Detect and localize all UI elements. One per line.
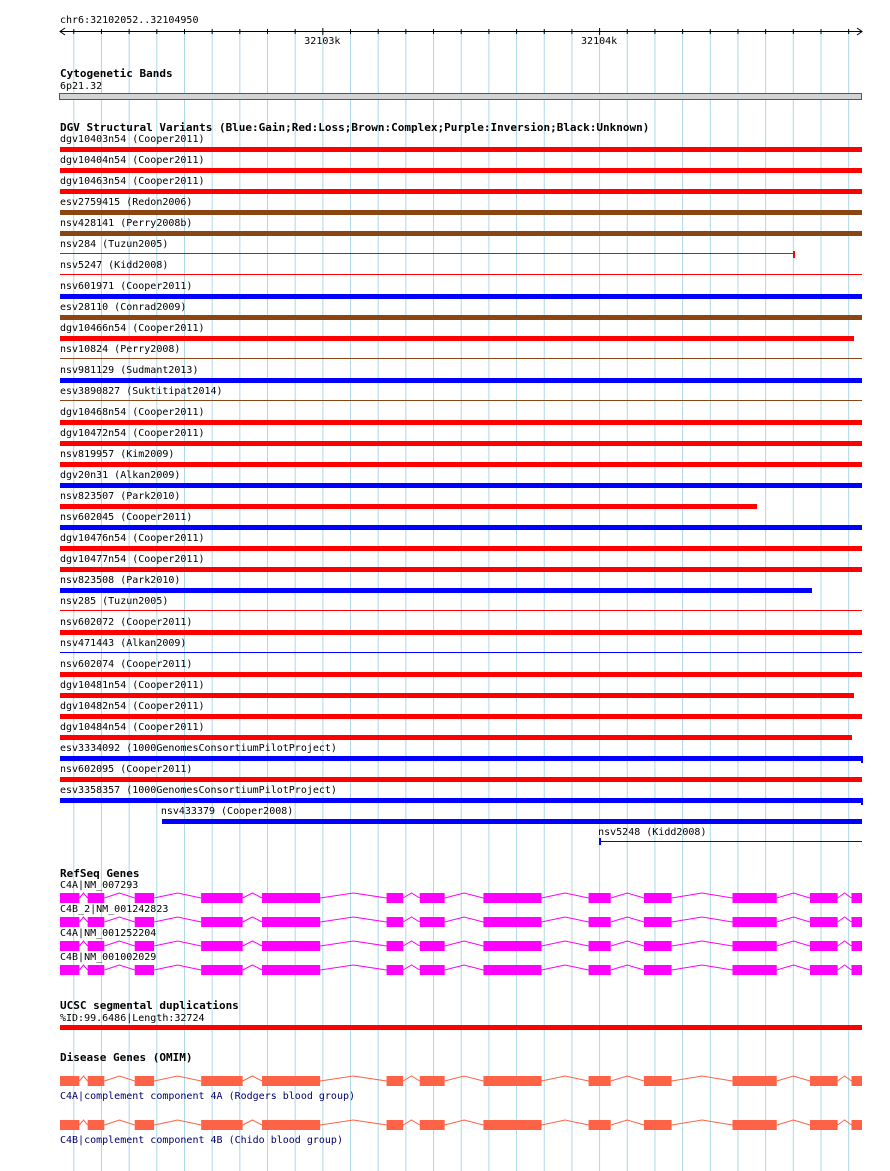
refseq-gene-intron — [403, 917, 420, 922]
refseq-gene-exon — [851, 941, 862, 951]
variant-end-cap — [861, 798, 863, 805]
refseq-gene-exon — [420, 941, 445, 951]
omim-gene-exon — [483, 1076, 541, 1086]
variant-label: dgv10477n54 (Cooper2011) — [60, 554, 205, 565]
omim-gene-exon — [851, 1120, 862, 1130]
segdup-feature-label: %ID:99.6486|Length:32724 — [60, 1013, 205, 1024]
refseq-gene-exon — [262, 917, 320, 927]
variant-bar[interactable] — [60, 336, 854, 341]
variant-label: nsv602095 (Cooper2011) — [60, 764, 193, 775]
refseq-gene-model — [0, 955, 890, 985]
refseq-gene-exon — [851, 965, 862, 975]
variant-label: nsv471443 (Alkan2009) — [60, 638, 187, 649]
refseq-gene-exon — [483, 941, 541, 951]
omim-gene-exon — [201, 1076, 243, 1086]
variant-label: esv3890827 (Suktitipat2014) — [60, 386, 223, 397]
refseq-gene-exon — [262, 893, 320, 903]
variant-bar[interactable] — [60, 231, 862, 236]
region-label: chr6:32102052..32104950 — [60, 15, 199, 26]
refseq-gene-exon — [732, 965, 776, 975]
omim-gene-exon — [387, 1076, 404, 1086]
omim-gene-intron — [79, 1076, 87, 1081]
variant-label: nsv602074 (Cooper2011) — [60, 659, 193, 670]
refseq-gene-exon — [135, 917, 154, 927]
omim-gene-exon — [644, 1076, 672, 1086]
variant-start-cap — [599, 838, 601, 845]
variant-bar[interactable] — [60, 525, 862, 530]
omim-gene-exon — [810, 1120, 838, 1130]
variant-bar[interactable] — [60, 400, 862, 401]
variant-bar[interactable] — [60, 274, 862, 275]
variant-bar[interactable] — [60, 189, 862, 194]
omim-gene-intron — [104, 1120, 134, 1125]
refseq-gene-exon — [810, 941, 838, 951]
refseq-gene-intron — [243, 917, 262, 922]
refseq-gene-intron — [320, 965, 386, 970]
omim-gene-exon — [387, 1120, 404, 1130]
variant-label: nsv428141 (Perry2008b) — [60, 218, 193, 229]
refseq-gene-exon — [732, 917, 776, 927]
variant-label: nsv284 (Tuzun2005) — [60, 239, 169, 250]
refseq-gene-exon — [201, 917, 243, 927]
omim-gene-exon — [644, 1120, 672, 1130]
refseq-gene-intron — [104, 965, 134, 970]
omim-gene-exon — [732, 1076, 776, 1086]
refseq-gene-intron — [104, 917, 134, 922]
refseq-gene-exon — [262, 941, 320, 951]
refseq-gene-exon — [644, 893, 672, 903]
omim-gene-intron — [320, 1120, 386, 1125]
variant-label: dgv10481n54 (Cooper2011) — [60, 680, 205, 691]
refseq-gene-intron — [79, 917, 87, 922]
variant-bar[interactable] — [60, 210, 862, 215]
omim-gene-exon — [60, 1076, 79, 1086]
omim-gene-exon — [88, 1076, 105, 1086]
omim-gene-intron — [611, 1120, 644, 1125]
omim-gene-intron — [104, 1076, 134, 1081]
variant-bar[interactable] — [60, 693, 854, 698]
omim-gene-intron — [777, 1076, 810, 1081]
variant-bar[interactable] — [60, 253, 794, 254]
refseq-gene-intron — [154, 893, 201, 898]
refseq-gene-intron — [611, 917, 644, 922]
refseq-gene-intron — [542, 917, 589, 922]
refseq-gene-exon — [60, 941, 79, 951]
cytoband-track-title: Cytogenetic Bands — [60, 67, 173, 80]
refseq-gene-intron — [777, 941, 810, 946]
variant-end-cap — [793, 251, 795, 258]
omim-gene-exon — [589, 1120, 611, 1130]
refseq-gene-exon — [483, 893, 541, 903]
refseq-gene-intron — [79, 893, 87, 898]
variant-label: nsv5247 (Kidd2008) — [60, 260, 169, 271]
variant-label: dgv10404n54 (Cooper2011) — [60, 155, 205, 166]
variant-label: dgv10484n54 (Cooper2011) — [60, 722, 205, 733]
variant-bar[interactable] — [60, 168, 862, 173]
variant-end-cap — [861, 756, 863, 763]
variant-label: nsv433379 (Cooper2008) — [160, 806, 294, 817]
omim-gene-exon — [851, 1076, 862, 1086]
omim-gene-exon — [420, 1120, 445, 1130]
variant-bar[interactable] — [60, 672, 862, 677]
refseq-gene-intron — [154, 917, 201, 922]
variant-bar[interactable] — [60, 483, 862, 488]
variant-bar[interactable] — [60, 652, 862, 653]
dgv-track-title: DGV Structural Variants (Blue:Gain;Red:Loss;Brown:Complex;Purple:Inversion;Black:Unknown) — [60, 121, 650, 134]
variant-bar[interactable] — [60, 610, 862, 611]
variant-label: esv2759415 (Redon2006) — [60, 197, 193, 208]
refseq-gene-exon — [262, 965, 320, 975]
variant-bar[interactable] — [60, 441, 862, 446]
refseq-gene-label[interactable]: C4B_2|NM_001242823 — [60, 904, 169, 915]
cytoband-bar[interactable] — [59, 93, 862, 100]
refseq-gene-exon — [88, 917, 105, 927]
omim-gene-exon — [589, 1076, 611, 1086]
refseq-gene-intron — [542, 965, 589, 970]
refseq-gene-intron — [777, 965, 810, 970]
variant-bar[interactable] — [60, 567, 862, 572]
variant-label: esv3358357 (1000GenomesConsortiumPilotProject) — [60, 785, 337, 796]
refseq-gene-intron — [611, 941, 644, 946]
omim-gene-intron — [320, 1076, 386, 1081]
omim-gene-exon — [60, 1120, 79, 1130]
omim-gene-intron — [445, 1120, 484, 1125]
refseq-gene-intron — [403, 941, 420, 946]
refseq-gene-exon — [60, 893, 79, 903]
refseq-gene-intron — [320, 941, 386, 946]
refseq-gene-exon — [88, 941, 105, 951]
omim-gene-exon — [262, 1076, 320, 1086]
cytoband-label: 6p21.32 — [60, 81, 103, 92]
refseq-gene-intron — [154, 941, 201, 946]
omim-gene-exon — [201, 1120, 243, 1130]
variant-label: nsv602072 (Cooper2011) — [60, 617, 193, 628]
refseq-gene-exon — [483, 965, 541, 975]
refseq-gene-intron — [320, 893, 386, 898]
refseq-gene-exon — [135, 965, 154, 975]
refseq-gene-intron — [611, 965, 644, 970]
refseq-gene-exon — [201, 893, 243, 903]
omim-gene-intron — [445, 1076, 484, 1081]
refseq-gene-intron — [403, 965, 420, 970]
refseq-gene-exon — [810, 965, 838, 975]
variant-label: nsv602045 (Cooper2011) — [60, 512, 193, 523]
omim-gene-intron — [243, 1076, 262, 1081]
refseq-gene-exon — [135, 893, 154, 903]
refseq-gene-intron — [104, 941, 134, 946]
omim-gene-intron — [542, 1120, 589, 1125]
omim-gene-intron — [777, 1120, 810, 1125]
variant-bar[interactable] — [60, 588, 812, 593]
variant-bar[interactable] — [60, 378, 862, 383]
omim-gene-exon — [420, 1076, 445, 1086]
refseq-gene-exon — [644, 965, 672, 975]
variant-label: nsv819957 (Kim2009) — [60, 449, 175, 460]
variant-label: nsv285 (Tuzun2005) — [60, 596, 169, 607]
segdup-track-title: UCSC segmental duplications — [60, 999, 239, 1012]
refseq-gene-exon — [420, 893, 445, 903]
refseq-gene-exon — [387, 917, 404, 927]
variant-label: nsv5248 (Kidd2008) — [598, 827, 707, 838]
refseq-gene-intron — [403, 893, 420, 898]
refseq-gene-exon — [420, 917, 445, 927]
refseq-gene-exon — [387, 941, 404, 951]
omim-gene-intron — [542, 1076, 589, 1081]
omim-gene-exon — [135, 1076, 154, 1086]
variant-bar[interactable] — [60, 147, 862, 152]
omim-gene-intron — [838, 1076, 852, 1081]
refseq-gene-exon — [201, 965, 243, 975]
refseq-gene-exon — [589, 917, 611, 927]
omim-gene-intron — [838, 1120, 852, 1125]
variant-label: nsv823508 (Park2010) — [60, 575, 181, 586]
refseq-gene-intron — [838, 941, 852, 946]
omim-gene-intron — [403, 1120, 420, 1125]
variant-label: nsv10824 (Perry2008) — [60, 344, 181, 355]
refseq-gene-exon — [387, 965, 404, 975]
refseq-gene-intron — [445, 893, 484, 898]
variant-bar[interactable] — [60, 294, 862, 299]
refseq-gene-exon — [483, 917, 541, 927]
omim-gene-intron — [672, 1076, 733, 1081]
variant-label: dgv10463n54 (Cooper2011) — [60, 176, 205, 187]
omim-gene-intron — [79, 1120, 87, 1125]
refseq-gene-exon — [135, 941, 154, 951]
refseq-gene-intron — [445, 965, 484, 970]
refseq-gene-label[interactable]: C4A|NM_001252204 — [60, 928, 157, 939]
variant-label: nsv823507 (Park2010) — [60, 491, 181, 502]
variant-bar[interactable] — [60, 735, 852, 740]
refseq-gene-exon — [589, 965, 611, 975]
refseq-gene-intron — [672, 893, 733, 898]
omim-gene-intron — [154, 1120, 201, 1125]
variant-bar[interactable] — [60, 630, 862, 635]
refseq-gene-intron — [243, 941, 262, 946]
refseq-gene-intron — [611, 893, 644, 898]
refseq-gene-intron — [672, 965, 733, 970]
variant-bar[interactable] — [162, 819, 862, 824]
variant-label: dgv20n31 (Alkan2009) — [60, 470, 181, 481]
omim-gene-intron — [243, 1120, 262, 1125]
omim-gene-label[interactable]: C4B|complement component 4B (Chido blood group) — [60, 1135, 343, 1146]
omim-gene-exon — [135, 1120, 154, 1130]
variant-label: nsv981129 (Sudmant2013) — [60, 365, 199, 376]
refseq-gene-exon — [732, 893, 776, 903]
variant-label: dgv10482n54 (Cooper2011) — [60, 701, 205, 712]
omim-gene-label[interactable]: C4A|complement component 4A (Rodgers blood group) — [60, 1091, 356, 1102]
omim-gene-exon — [88, 1120, 105, 1130]
refseq-gene-exon — [589, 893, 611, 903]
refseq-gene-exon — [387, 893, 404, 903]
refseq-gene-intron — [79, 965, 87, 970]
variant-label: esv28110 (Conrad2009) — [60, 302, 187, 313]
refseq-gene-intron — [777, 893, 810, 898]
omim-gene-intron — [154, 1076, 201, 1081]
refseq-gene-intron — [542, 893, 589, 898]
variant-label: dgv10468n54 (Cooper2011) — [60, 407, 205, 418]
refseq-gene-label[interactable]: C4A|NM_007293 — [60, 880, 139, 891]
refseq-gene-exon — [644, 941, 672, 951]
refseq-gene-intron — [243, 893, 262, 898]
refseq-gene-exon — [732, 941, 776, 951]
variant-bar[interactable] — [60, 358, 862, 359]
variant-label: dgv10466n54 (Cooper2011) — [60, 323, 205, 334]
variant-label: dgv10476n54 (Cooper2011) — [60, 533, 205, 544]
refseq-gene-exon — [201, 941, 243, 951]
variant-bar[interactable] — [60, 462, 862, 467]
variant-bar[interactable] — [60, 546, 862, 551]
refseq-gene-exon — [851, 917, 862, 927]
refseq-gene-intron — [320, 917, 386, 922]
refseq-gene-exon — [851, 893, 862, 903]
omim-gene-intron — [403, 1076, 420, 1081]
omim-gene-exon — [483, 1120, 541, 1130]
omim-gene-intron — [611, 1076, 644, 1081]
omim-gene-exon — [732, 1120, 776, 1130]
refseq-gene-intron — [243, 965, 262, 970]
refseq-gene-intron — [154, 965, 201, 970]
refseq-gene-intron — [838, 917, 852, 922]
refseq-gene-intron — [838, 893, 852, 898]
variant-bar[interactable] — [60, 504, 757, 509]
variant-bar[interactable] — [60, 315, 862, 320]
refseq-gene-intron — [79, 941, 87, 946]
refseq-gene-intron — [777, 917, 810, 922]
omim-gene-exon — [810, 1076, 838, 1086]
refseq-gene-intron — [542, 941, 589, 946]
variant-label: dgv10472n54 (Cooper2011) — [60, 428, 205, 439]
ruler-tick-label: 32103k — [304, 36, 341, 47]
variant-bar[interactable] — [60, 714, 862, 719]
refseq-gene-exon — [60, 917, 79, 927]
refseq-gene-exon — [589, 941, 611, 951]
refseq-track-title: RefSeq Genes — [60, 867, 140, 880]
refseq-gene-intron — [445, 941, 484, 946]
refseq-gene-intron — [838, 965, 852, 970]
variant-label: dgv10403n54 (Cooper2011) — [60, 134, 205, 145]
variant-label: esv3334092 (1000GenomesConsortiumPilotProject) — [60, 743, 337, 754]
refseq-gene-exon — [60, 965, 79, 975]
refseq-gene-exon — [88, 893, 105, 903]
ruler-tick-label: 32104k — [581, 36, 618, 47]
variant-bar[interactable] — [60, 420, 862, 425]
refseq-gene-exon — [810, 917, 838, 927]
variant-bar[interactable] — [599, 841, 862, 842]
segdup-feature-bar[interactable] — [60, 1025, 862, 1030]
refseq-gene-intron — [672, 917, 733, 922]
omim-track-title: Disease Genes (OMIM) — [60, 1051, 193, 1064]
variant-bar[interactable] — [60, 756, 862, 761]
variant-bar[interactable] — [60, 798, 862, 803]
variant-label: nsv601971 (Cooper2011) — [60, 281, 193, 292]
refseq-gene-intron — [445, 917, 484, 922]
refseq-gene-exon — [420, 965, 445, 975]
refseq-gene-exon — [644, 917, 672, 927]
refseq-gene-exon — [88, 965, 105, 975]
refseq-gene-label[interactable]: C4B|NM_001002029 — [60, 952, 157, 963]
refseq-gene-intron — [104, 893, 134, 898]
variant-bar[interactable] — [60, 777, 862, 782]
ruler — [0, 20, 890, 70]
refseq-gene-intron — [672, 941, 733, 946]
refseq-gene-exon — [810, 893, 838, 903]
omim-gene-intron — [672, 1120, 733, 1125]
omim-gene-exon — [262, 1120, 320, 1130]
